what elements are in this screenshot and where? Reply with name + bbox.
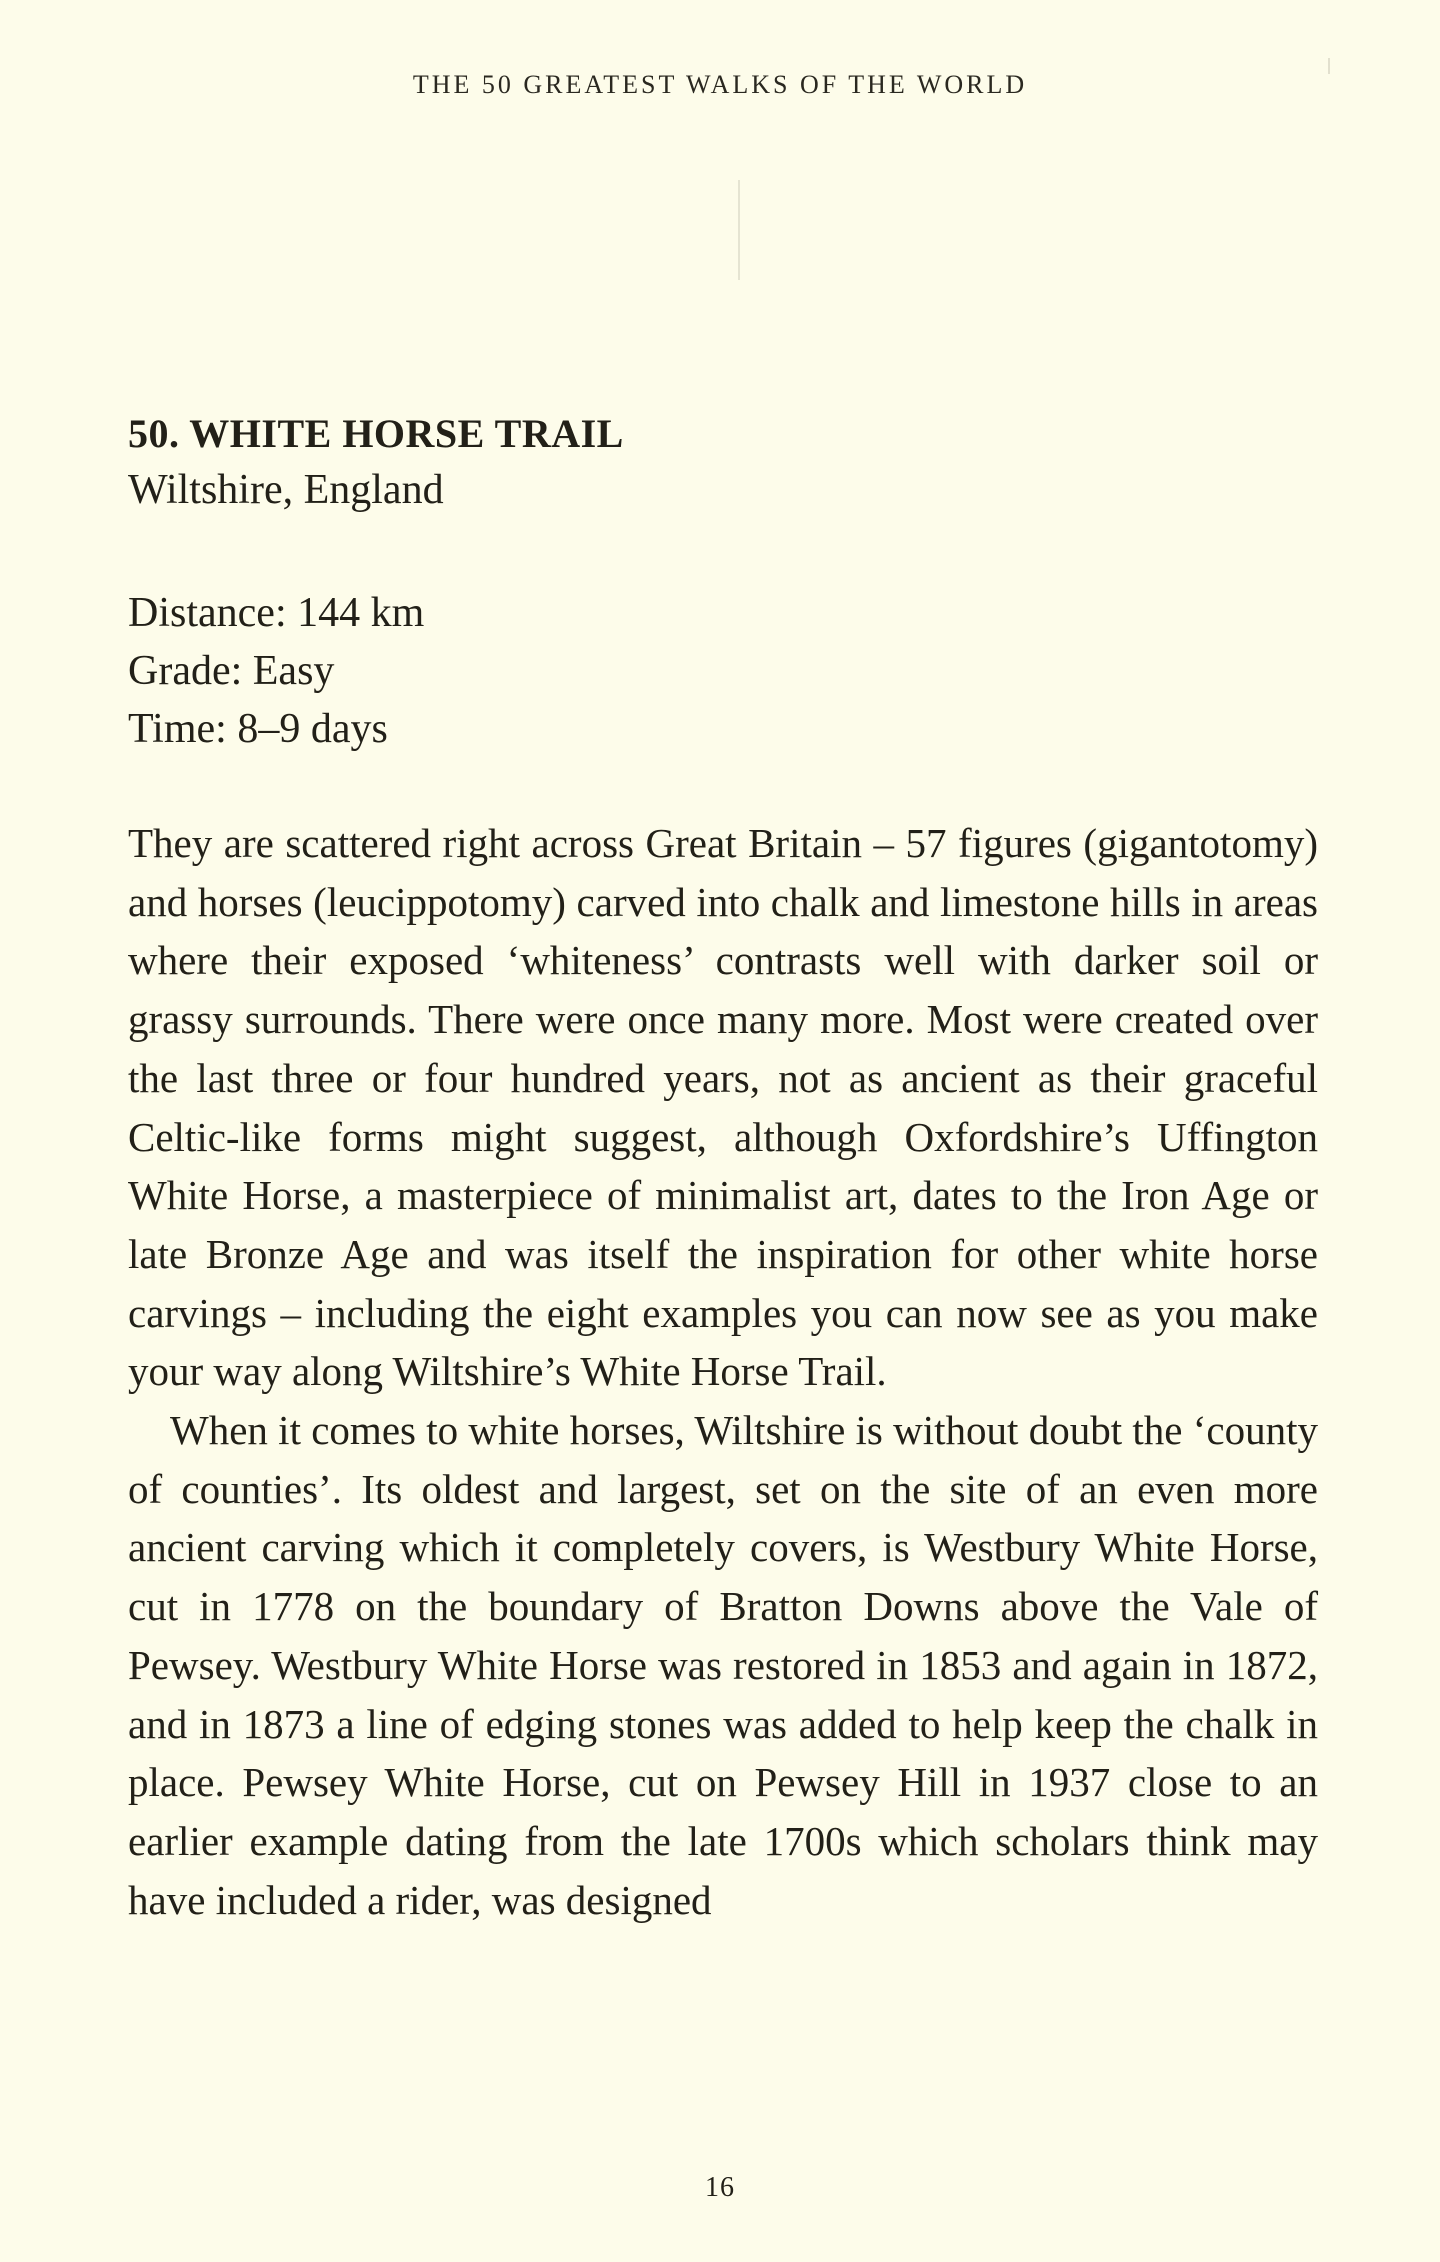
body-text — [128, 814, 1318, 1929]
distance-line: Distance: 144 km — [128, 590, 425, 636]
time-line: Time: 8–9 days — [128, 706, 388, 752]
scan-mark — [738, 180, 740, 280]
running-head: THE 50 GREATEST WALKS OF THE WORLD — [412, 70, 1028, 99]
paragraph: They are scattered right across Great Britain – 57 figures (gigantotomy) and horses (leucippotomy) carved into chalk and limestone hills in areas where their exposed ‘whiteness’ contrasts well with darker soil or grassy surrounds. There were once many more. Most were created over the last three or four hundred years, not as ancient as their graceful Celtic-like forms might suggest, although Oxfordshire’s Uffington White Horse, a masterpiece of minimalist art, dates to the Iron Age or late Bronze Age and was itself the inspiration for other white horse carvings – including the eight examples you can now see as you make your way along Wiltshire’s White Horse Trail. — [128, 820, 1318, 1395]
entry-location: Wiltshire, England — [128, 467, 444, 513]
page-number: 16 — [705, 2172, 735, 2203]
entry-title: 50. WHITE HORSE TRAIL — [128, 411, 624, 456]
grade-line: Grade: Easy — [128, 648, 335, 694]
walk-facts — [128, 584, 424, 758]
paragraph: When it comes to white horses, Wiltshire is without doubt the ‘county of counties’. Its oldest and largest, set on the site of an even more ancient carving which it completely covers, is Westbury White Horse, cut in 1778 on the boundary of Bratton Downs above the Vale of Pewsey. Westbury White Horse was restored in 1853 and again in 1872, and in 1873 a line of edging stones was added to help keep the chalk in place. Pewsey White Horse, cut on Pewsey Hill in 1937 close to an earlier example dating from the late 1700s which scholars think may have included a rider, was designed — [128, 1407, 1318, 1923]
